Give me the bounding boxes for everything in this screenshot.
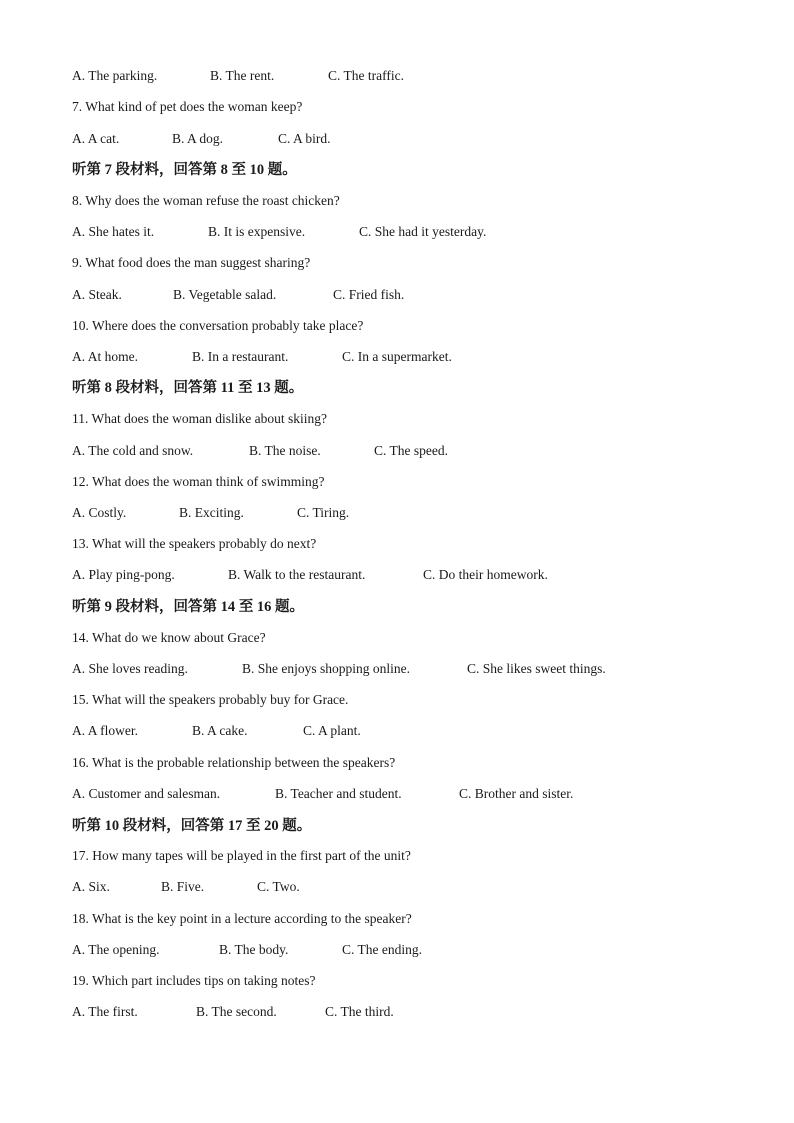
options-row-q6 [72, 68, 754, 84]
options-row-q9 [72, 287, 754, 303]
options-row-q10 [72, 349, 754, 365]
option-c: C. The third. [325, 1004, 394, 1019]
option-c: C. She likes sweet things. [467, 661, 606, 676]
options-row-q13 [72, 567, 754, 583]
option-b: B. She enjoys shopping online. [242, 661, 410, 676]
option-b: B. The noise. [249, 443, 321, 458]
question-9: 9. What food does the man suggest sharing? [72, 255, 311, 270]
options-row-q12 [72, 505, 754, 521]
option-c: C. The speed. [374, 443, 448, 458]
question-14: 14. What do we know about Grace? [72, 630, 266, 645]
option-c: C. Tiring. [297, 505, 350, 520]
question-12: 12. What does the woman think of swimming? [72, 474, 325, 489]
question-18: 18. What is the key point in a lecture according to the speaker? [72, 911, 412, 926]
section-heading-10: 听第 10 段材料，回答第 17 至 20 题。 [72, 818, 312, 834]
question-11: 11. What does the woman dislike about skiing? [72, 411, 327, 426]
option-b: B. The rent. [210, 68, 275, 83]
question-17: 17. How many tapes will be played in the first part of the unit? [72, 848, 411, 863]
option-a: A. Steak. [72, 287, 122, 302]
options-row-q14 [72, 661, 754, 677]
option-a: A. The parking. [72, 68, 158, 83]
option-a: A. The opening. [72, 942, 160, 957]
options-row-q18 [72, 942, 754, 958]
option-c: C. The ending. [342, 942, 422, 957]
option-b: B. Vegetable salad. [173, 287, 277, 302]
options-row-q19 [72, 1004, 754, 1020]
option-c: C. Two. [257, 879, 300, 894]
options-row-q16 [72, 786, 754, 802]
options-row-q8 [72, 224, 754, 240]
option-b: B. Teacher and student. [275, 786, 402, 801]
question-8: 8. Why does the woman refuse the roast chicken? [72, 193, 340, 208]
option-b: B. A cake. [192, 723, 248, 738]
option-c: C. In a supermarket. [342, 349, 452, 364]
question-15: 15. What will the speakers probably buy for Grace. [72, 692, 349, 707]
option-b: B. Walk to the restaurant. [228, 567, 366, 582]
options-row-q17 [72, 879, 754, 895]
option-a: A. The cold and snow. [72, 443, 194, 458]
option-b: B. Five. [161, 879, 205, 894]
question-16: 16. What is the probable relationship between the speakers? [72, 755, 396, 770]
option-b: B. A dog. [172, 131, 224, 146]
option-c: C. Brother and sister. [459, 786, 574, 801]
option-a: A. Customer and salesman. [72, 786, 221, 801]
option-a: A. She hates it. [72, 224, 155, 239]
option-b: B. The second. [196, 1004, 277, 1019]
option-c: C. Do their homework. [423, 567, 548, 582]
options-row-q11 [72, 443, 754, 459]
question-19: 19. Which part includes tips on taking notes? [72, 973, 316, 988]
section-heading-8: 听第 8 段材料，回答第 11 至 13 题。 [72, 380, 304, 396]
question-10: 10. Where does the conversation probably take place? [72, 318, 364, 333]
option-c: C. She had it yesterday. [359, 224, 487, 239]
option-a: A. Play ping-pong. [72, 567, 175, 582]
option-c: C. The traffic. [328, 68, 404, 83]
question-13: 13. What will the speakers probably do next? [72, 536, 317, 551]
option-b: B. The body. [219, 942, 289, 957]
option-c: C. A plant. [303, 723, 361, 738]
option-b: B. Exciting. [179, 505, 244, 520]
section-heading-7: 听第 7 段材料，回答第 8 至 10 题。 [72, 162, 297, 178]
option-a: A. She loves reading. [72, 661, 188, 676]
option-a: A. At home. [72, 349, 138, 364]
question-7: 7. What kind of pet does the woman keep? [72, 99, 303, 114]
options-row-q7 [72, 131, 754, 147]
options-row-q15 [72, 723, 754, 739]
option-c: C. Fried fish. [333, 287, 405, 302]
option-c: C. A bird. [278, 131, 331, 146]
option-a: A. Costly. [72, 505, 127, 520]
section-heading-9: 听第 9 段材料，回答第 14 至 16 题。 [72, 599, 304, 615]
option-a: A. Six. [72, 879, 110, 894]
option-b: B. It is expensive. [208, 224, 306, 239]
option-a: A. A flower. [72, 723, 138, 738]
option-a: A. The first. [72, 1004, 138, 1019]
option-a: A. A cat. [72, 131, 120, 146]
option-b: B. In a restaurant. [192, 349, 289, 364]
